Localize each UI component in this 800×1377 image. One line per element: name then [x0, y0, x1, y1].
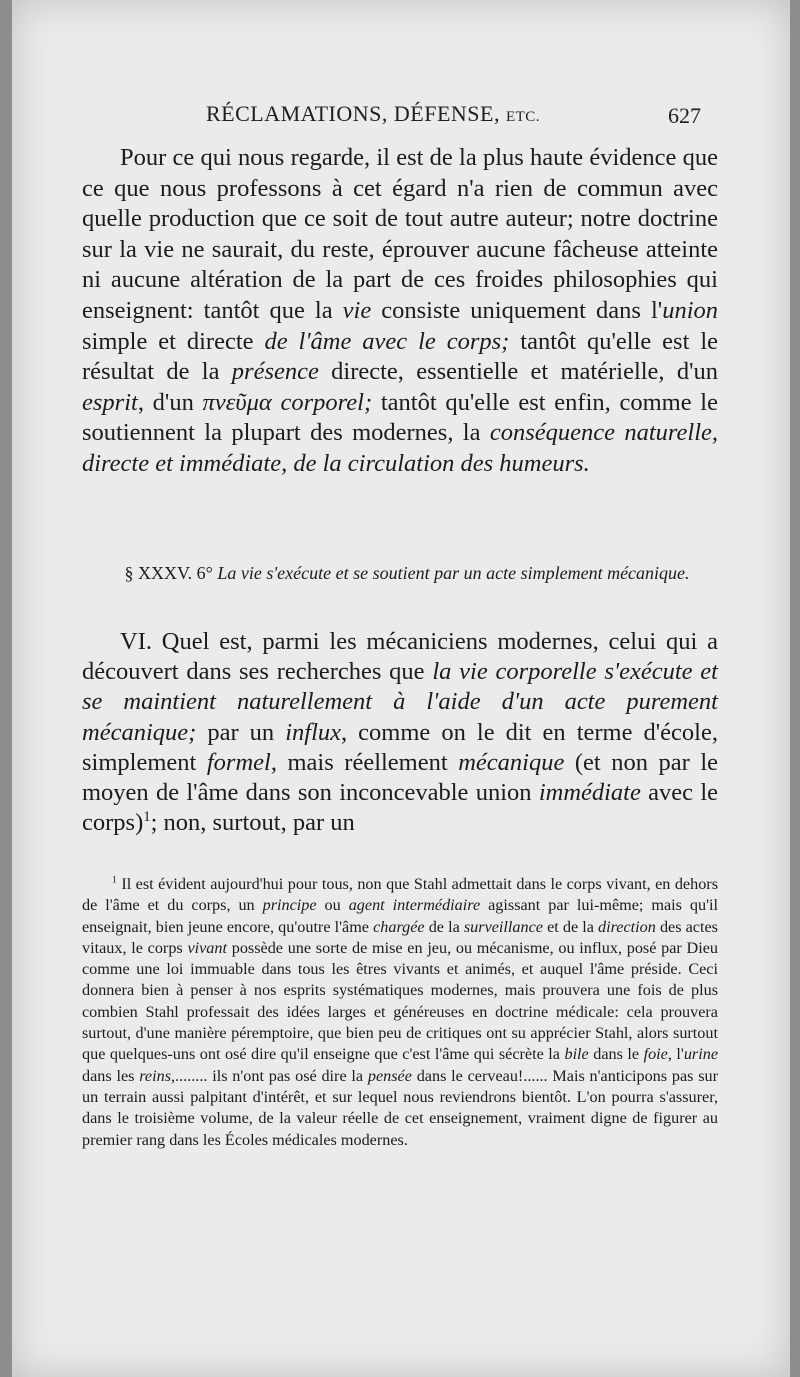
footnote: [82, 874, 718, 1151]
paragraph: Pour ce qui nous regarde, il est de la plus haute évidence que ce que nous professons à cet égard n'a rien de commun avec quelle production que ce soit de tout autre auteur; notre doctrine sur la vie ne saurait, du reste, éprouver aucune fâcheuse atteinte ni aucune altération de la part de ces froides philosophies qui enseignent: tantôt que la vie consiste uniquement dans l'union simple et directe de l'âme avec le corps; tantôt qu'elle est le résultat de la présence directe, essentielle et matérielle, d'un esprit, d'un πνεῦμα corporel; tantôt qu'elle est enfin, comme le soutiennent la plupart des modernes, la conséquence naturelle, directe et immédiate, de la circulation des humeurs.: [82, 144, 719, 477]
section-number: § XXXV. 6°: [124, 563, 213, 583]
footnote-text: $^1$ Il est évident aujourd'hui pour tous, non que Stahl admettait dans le corps vivant, en dehors de l'âme et du corps, un principe ou agent intermédiaire agissant par lui-même; mais qu'il enseignait, bien jeune encore, qu'outre l'âme chargée de la surveillance et de la direction des actes vitaux, le corps vivant possède une sorte de mise en jeu, ou mécanisme, ou influx, posé par Dieu comme une loi immuable dans tous les êtres vivants et animés, et auquel l'âme préside. Ceci donnera bien à penser à nos esprits systématiques modernes, mais prouvera une fois de plus combien Stahl professait des idées larges et généreuses en doctrine médicale: cela prouvera surtout, d'une manière péremptoire, que bien peu de critiques ont su apprécier Stahl, alors surtout que quelques-uns ont osé dire qu'il enseigne que c'est l'âme qui sécrète la bile dans le foie, l'urine dans les reins,........ ils n'ont pas osé dire la pensée dans le cerveau!...... Mais n'anticipons pas sur un terrain aussi palpitant d'intérêt, et sur lequel nous reviendrons bientôt. L'on pourra s'assurer, dans le troisième volume, de la valeur réelle de cet enseignement, vraiment digne de figurer au premier rang dans les Écoles médicales modernes.: [82, 874, 719, 1149]
book-page: [12, 0, 790, 1377]
running-title: RÉCLAMATIONS, DÉFENSE, ETC.: [206, 101, 541, 126]
footnote-ref[interactable]: 1: [143, 809, 151, 826]
main-text-block-2: [82, 627, 718, 838]
running-header: [12, 101, 790, 141]
page-number: 627: [668, 103, 701, 128]
section-heading: [112, 560, 702, 586]
section-title: La vie s'exécute et se soutient par un acte simplement mécanique.: [217, 563, 690, 583]
main-text-block: [82, 143, 718, 480]
paragraph: VI. Quel est, parmi les mécaniciens modernes, celui qui a découvert dans ses recherches que la vie corporelle s'exécute et se maintient naturellement à l'aide d'un acte purement mécanique; par un influx, comme on le dit en terme d'école, simplement formel, mais réellement mécanique (et non par le moyen de l'âme dans son inconcevable union immédiate avec le corps)$^1$; non, surtout, par un: [82, 628, 718, 837]
footnote-marker: 1: [112, 874, 117, 886]
